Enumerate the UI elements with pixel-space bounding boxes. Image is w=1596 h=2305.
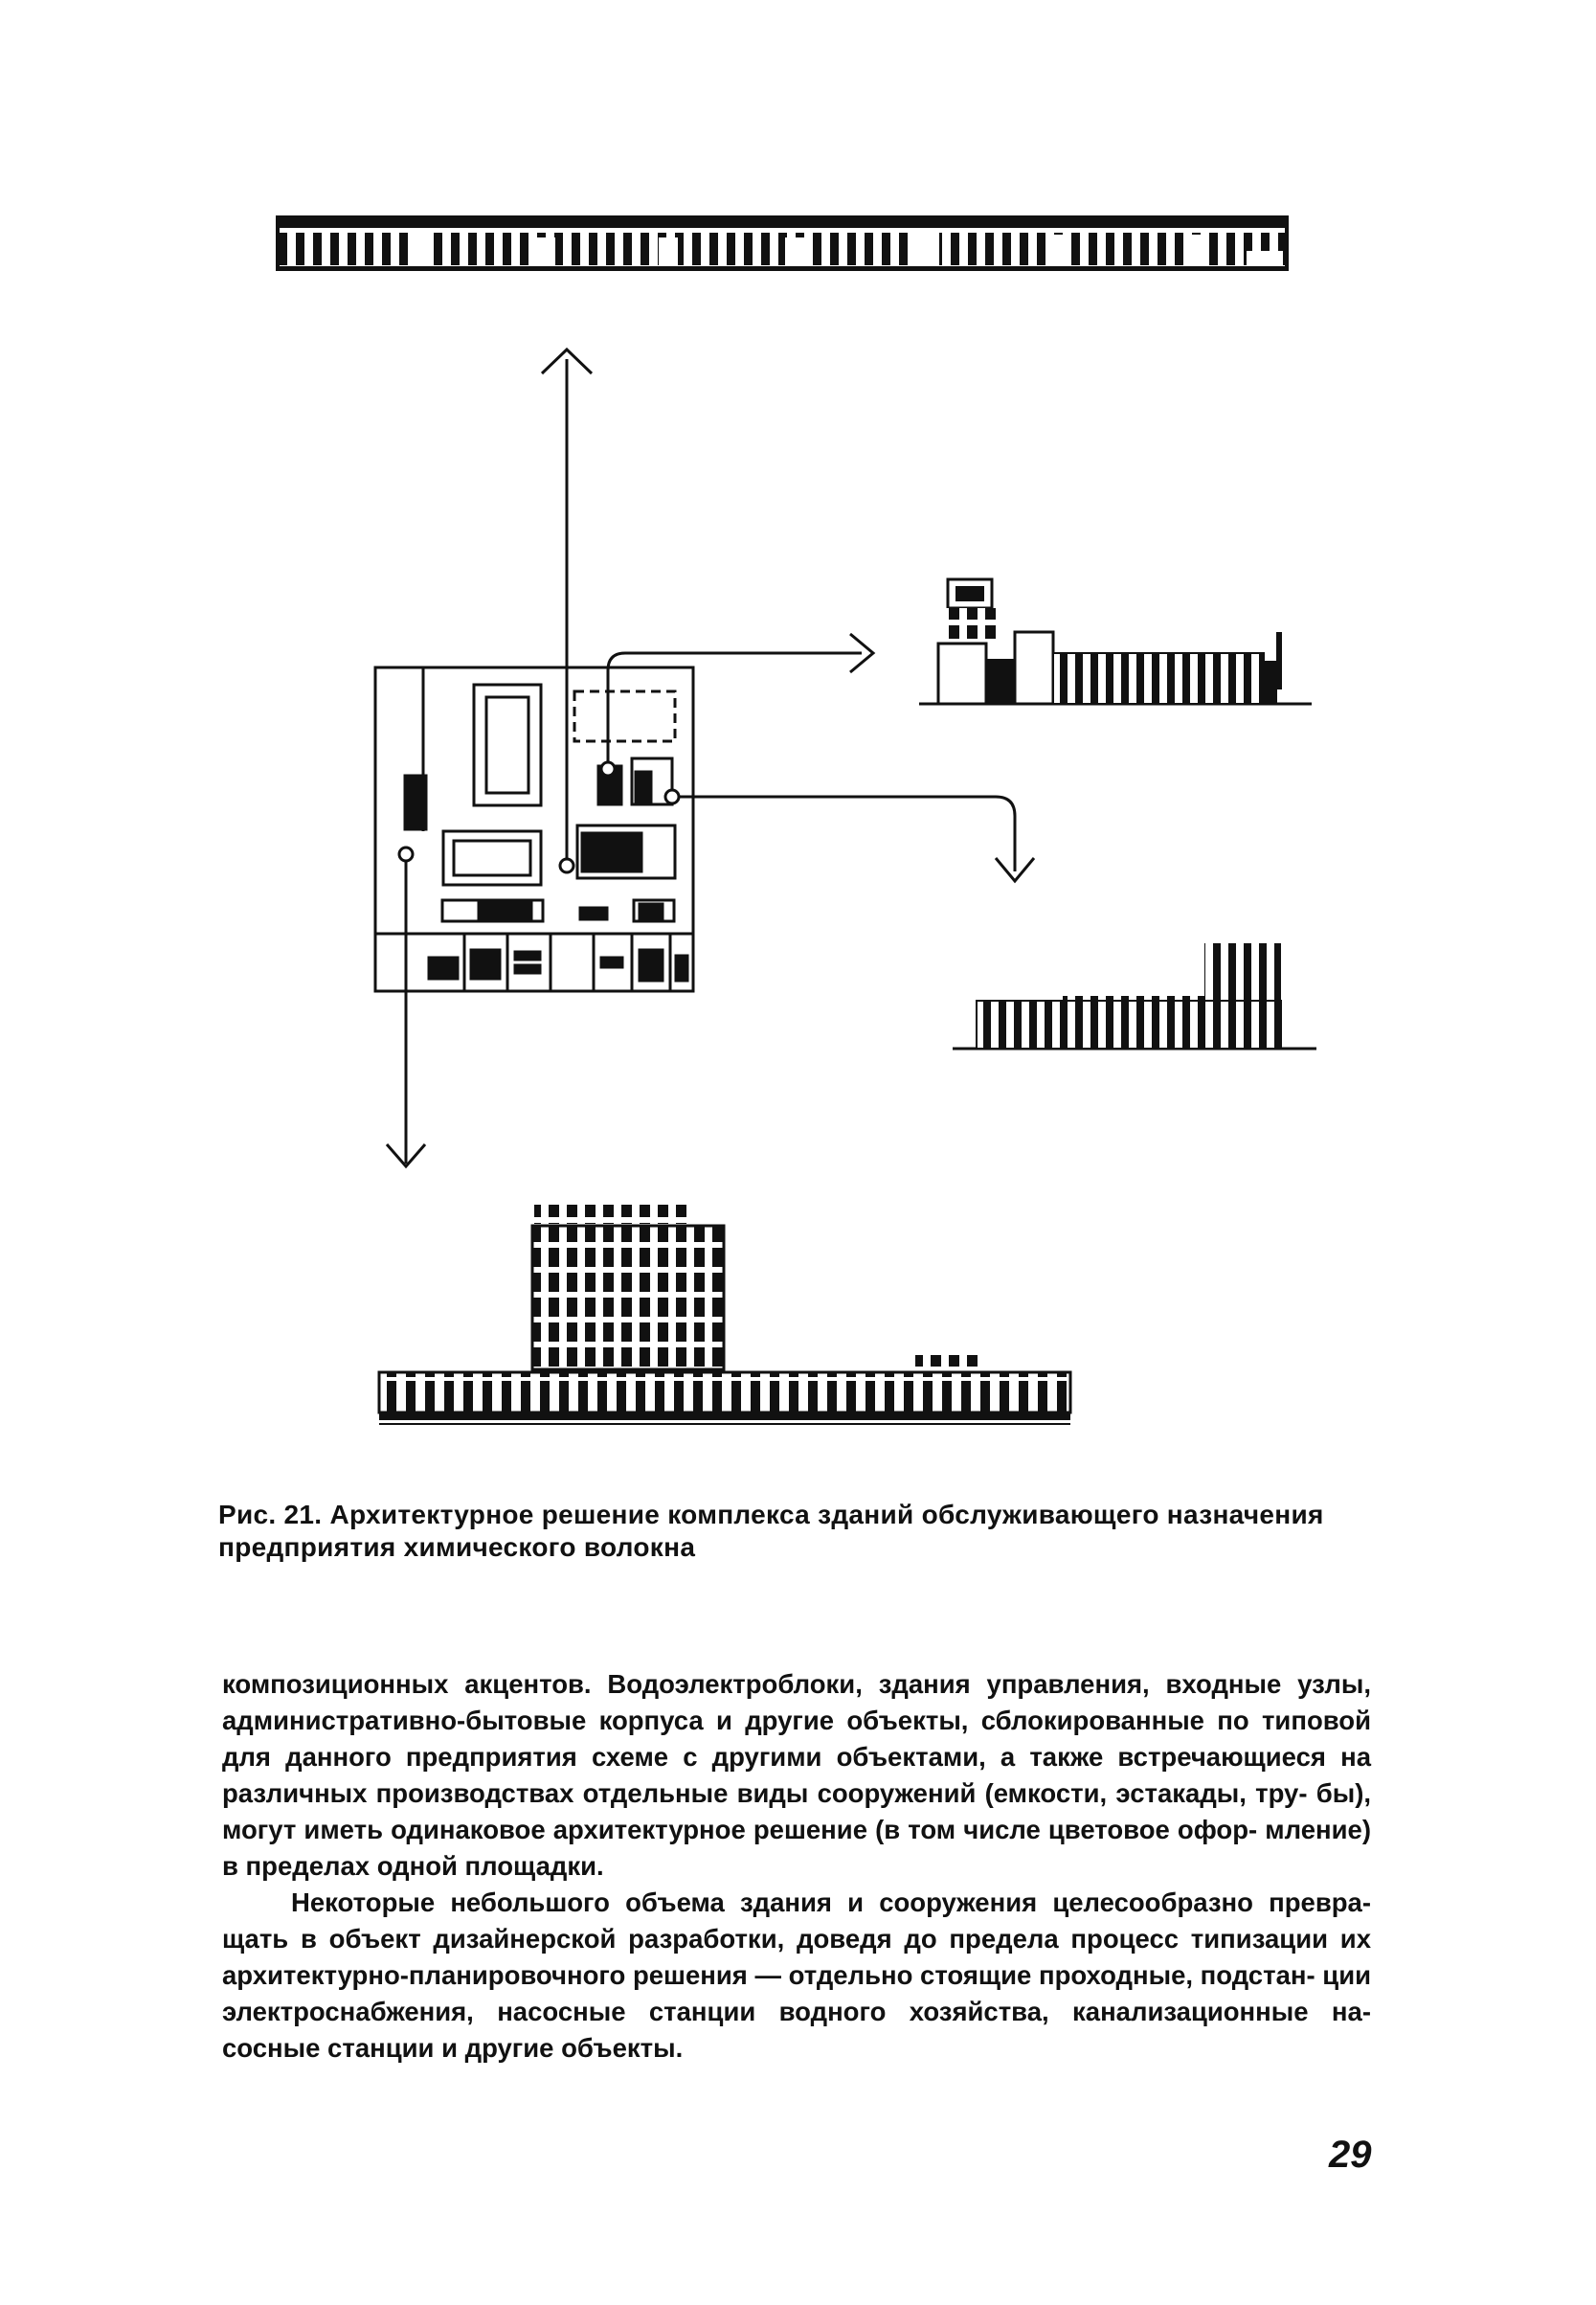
text-line: мление) в пределах одной площадки. <box>222 1815 1372 1881</box>
figure-caption <box>218 1499 1377 1564</box>
elevation-east <box>919 579 1312 704</box>
elevation-north <box>276 215 1289 271</box>
text-line: бы), могут иметь одинаковое архитектурное решение (в том числе цветовое офор- <box>222 1778 1371 1844</box>
text-line: архитектурно-планировочного решения — отдельно стоящие проходные, подстан- <box>222 1960 1315 1990</box>
caption-label: Рис. 21. <box>218 1500 323 1529</box>
paragraph-1 <box>222 1666 1371 1885</box>
text-line: административно-бытовые корпуса и другие объекты, сблокированные по типовой <box>222 1706 1371 1735</box>
elevation-south <box>953 943 1316 1049</box>
site-plan <box>375 667 693 991</box>
text-line: композиционных акцентов. Водоэлектроблоки, здания управления, входные узлы, <box>222 1669 1371 1699</box>
text-line: щать в объект дизайнерской разработки, доведя до предела процесс типизации их <box>222 1924 1371 1954</box>
text-line: сосные станции и другие объекты. <box>222 2033 684 2063</box>
elevation-west <box>379 1205 1070 1424</box>
text-line: различных производствах отдельные виды сооружений (емкости, эстакады, тру- <box>222 1778 1308 1808</box>
text-line: ции электроснабжения, насосные станции водного хозяйства, канализационные на- <box>222 1960 1372 2026</box>
text-line: Некоторые небольшого объема здания и сооружения целесообразно превра- <box>291 1887 1371 1917</box>
paragraph-2 <box>222 1885 1371 2067</box>
view-arrows <box>387 350 1034 1166</box>
caption-text: Архитектурное решение комплекса зданий обслуживающего назначения предприятия химического волокна <box>218 1500 1324 1562</box>
page-number: 29 <box>1329 2134 1372 2176</box>
text-line: для данного предприятия схеме с другими объектами, а также встречающиеся на <box>222 1742 1371 1772</box>
body-text <box>222 1666 1371 2067</box>
